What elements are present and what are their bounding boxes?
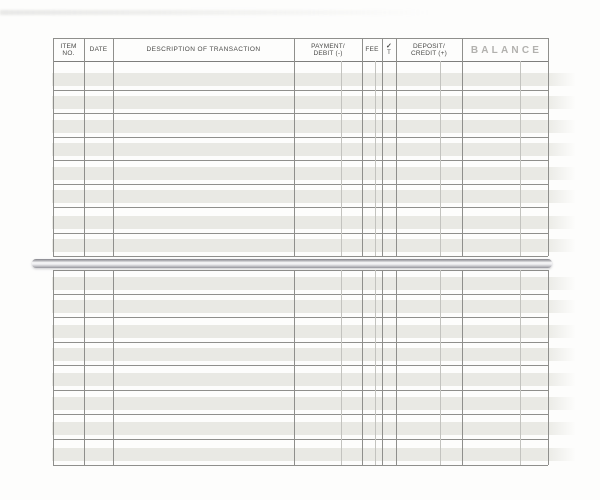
grid-hline bbox=[53, 390, 548, 391]
grid-hline bbox=[53, 207, 548, 208]
grid-hline bbox=[53, 61, 548, 62]
col-header-payment-debit bbox=[294, 39, 362, 61]
grid-vline bbox=[341, 270, 342, 465]
grid-vline bbox=[53, 38, 54, 256]
grid-vline bbox=[84, 38, 85, 256]
grid-vline bbox=[362, 38, 363, 256]
grid-hline bbox=[53, 317, 548, 318]
row-stripe bbox=[52, 167, 576, 180]
row-stripe bbox=[52, 448, 576, 461]
grid-vline bbox=[396, 38, 397, 256]
col-header-balance-label: BALANCE bbox=[470, 44, 543, 56]
grid-vline bbox=[462, 38, 463, 256]
grid-vline bbox=[341, 61, 342, 256]
grid-vline bbox=[440, 61, 441, 256]
grid-vline bbox=[520, 270, 521, 465]
col-header-fee bbox=[362, 39, 382, 61]
row-stripe bbox=[52, 397, 576, 410]
row-stripe bbox=[52, 96, 576, 109]
grid-vline bbox=[382, 270, 383, 465]
grid-vline bbox=[462, 270, 463, 465]
grid-hline bbox=[53, 113, 548, 114]
grid-vline bbox=[294, 38, 295, 256]
col-header-payment-line2: DEBIT (-) bbox=[313, 50, 343, 57]
col-header-item-no bbox=[53, 39, 84, 61]
col-header-item-no-line2: NO. bbox=[62, 50, 75, 57]
grid-vline bbox=[362, 270, 363, 465]
row-stripe bbox=[52, 216, 576, 229]
grid-vline bbox=[113, 270, 114, 465]
col-header-item-no-line1: ITEM bbox=[60, 42, 77, 50]
col-header-balance bbox=[462, 39, 548, 61]
grid-vline bbox=[113, 38, 114, 256]
row-stripe bbox=[52, 73, 576, 86]
grid-vline bbox=[84, 270, 85, 465]
grid-vline bbox=[548, 38, 549, 256]
col-header-date-label: DATE bbox=[89, 46, 108, 54]
row-stripe bbox=[52, 143, 576, 156]
row-stripe bbox=[52, 190, 576, 203]
binding-bar bbox=[32, 259, 552, 268]
grid-hline bbox=[53, 233, 548, 234]
grid-hline bbox=[53, 294, 548, 295]
col-header-date bbox=[84, 39, 113, 61]
grid-vline bbox=[53, 270, 54, 465]
checkmark-icon: ✓ bbox=[385, 43, 393, 50]
grid-vline bbox=[440, 270, 441, 465]
row-stripe bbox=[52, 373, 576, 386]
row-stripe bbox=[52, 277, 576, 290]
grid-hline bbox=[53, 137, 548, 138]
col-header-fee-label: FEE bbox=[365, 46, 379, 54]
grid-vline bbox=[382, 38, 383, 256]
grid-hline bbox=[53, 414, 548, 415]
row-stripe bbox=[52, 348, 576, 361]
col-header-deposit-line2: CREDIT (+) bbox=[410, 50, 447, 57]
grid-hline bbox=[53, 184, 548, 185]
grid-hline bbox=[53, 160, 548, 161]
scan-smudge bbox=[0, 10, 430, 15]
grid-hline bbox=[53, 270, 548, 271]
grid-hline bbox=[53, 256, 548, 257]
grid-vline bbox=[294, 270, 295, 465]
grid-vline bbox=[396, 270, 397, 465]
col-header-deposit-credit bbox=[396, 39, 462, 61]
col-header-payment-line1: PAYMENT/ bbox=[311, 42, 345, 50]
grid-vline bbox=[375, 270, 376, 465]
grid-hline bbox=[53, 342, 548, 343]
grid-hline bbox=[53, 90, 548, 91]
grid-hline bbox=[53, 465, 548, 466]
grid-vline bbox=[375, 61, 376, 256]
grid-vline bbox=[520, 61, 521, 256]
row-stripe bbox=[52, 422, 576, 435]
col-header-description-label: DESCRIPTION OF TRANSACTION bbox=[146, 46, 261, 54]
col-header-check-t bbox=[382, 39, 396, 61]
row-stripe bbox=[52, 239, 576, 252]
col-header-deposit-line1: DEPOSIT/ bbox=[413, 42, 445, 50]
grid-hline bbox=[53, 439, 548, 440]
grid-hline bbox=[53, 365, 548, 366]
row-stripe bbox=[52, 325, 576, 338]
row-stripe bbox=[52, 300, 576, 313]
row-stripe bbox=[52, 120, 576, 133]
grid-vline bbox=[548, 270, 549, 465]
col-header-description bbox=[113, 39, 294, 61]
col-header-check-t-label: T bbox=[387, 50, 391, 56]
